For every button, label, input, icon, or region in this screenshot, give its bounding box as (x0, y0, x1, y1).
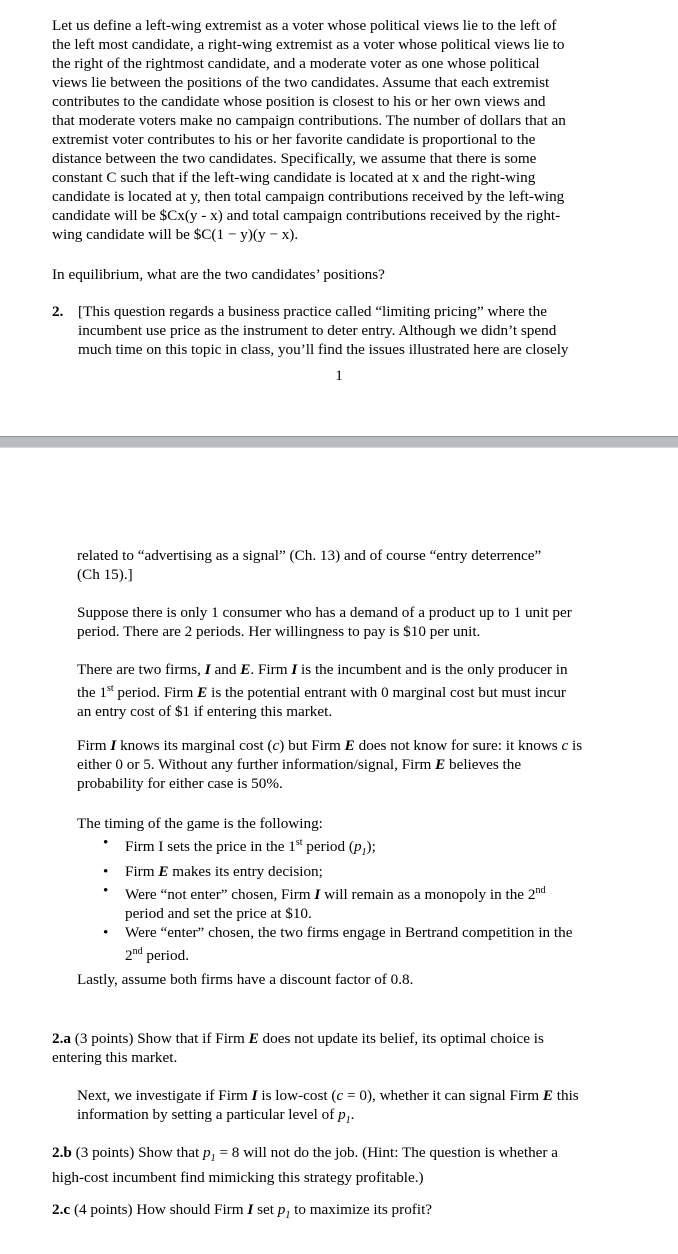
knows-line: either 0 or 5. Without any further information/signal, Firm E believes the (77, 756, 522, 773)
question-2-number: 2. (52, 303, 64, 320)
discount-factor: Lastly, assume both firms have a discount factor of 0.8. (77, 971, 414, 988)
knows-paragraph (77, 736, 622, 793)
q2-line: [This question regards a business practice called “limiting pricing” where the (78, 303, 547, 320)
next-line: Next, we investigate if Firm I is low-cost (c = 0), whether it can signal Firm E this (77, 1087, 579, 1104)
firms-line: the 1st period. Firm E is the potential entrant with 0 marginal cost but must incur (77, 683, 566, 702)
page-2 (0, 446, 678, 1254)
question-2a (52, 1029, 622, 1067)
page-number: 1 (335, 367, 343, 384)
consumer-paragraph (77, 603, 622, 641)
question-2-text (78, 302, 622, 359)
timing-item: • Were “not enter” chosen, Firm I will remain as a monopoly in the 2nd period and set the price at $10. (103, 882, 546, 923)
q2b-line: 2.b (3 points) Show that $p_1 = 8$ will not do the job. (Hint: The question is whether a (52, 1144, 559, 1165)
next-line: information by setting a particular level of $p_1$. (77, 1106, 355, 1127)
intro-line: distance between the two candidates. Specifically, we assume that there is some (52, 150, 537, 167)
intro-line: that moderate voters make no campaign contributions. The number of dollars that an (52, 112, 566, 129)
firms-line: There are two firms, I and E. Firm I is the incumbent and is the only producer in (77, 661, 568, 678)
intro-line: Let us define a left-wing extremist as a voter whose political views lie to the left of (52, 17, 557, 34)
knows-line: probability for either case is 50%. (77, 775, 283, 792)
firms-line: an entry cost of $1 if entering this market. (77, 703, 333, 721)
timing-intro: The timing of the game is the following: (77, 815, 323, 832)
intro-line: extremist voter contributes to his or her favorite candidate is proportional to the (52, 131, 536, 148)
consumer-line: period. There are 2 periods. Her willingness to pay is $10 per unit. (77, 623, 481, 640)
timing-item: • Were “enter” chosen, the two firms engage in Bertrand competition in the 2nd period. (103, 924, 573, 965)
intro-line: candidate is located at y, then total campaign contributions received by the left-wing (52, 188, 565, 205)
knows-line: Firm I knows its marginal cost (c) but Firm E does not know for sure: it knows c is (77, 737, 583, 754)
q2-line: incumbent use price as the instrument to deter entry. Although we didn’t spend (78, 322, 557, 339)
consumer-line: Suppose there is only 1 consumer who has a demand of a product up to 1 unit per (77, 604, 572, 621)
firms-paragraph (77, 660, 622, 721)
continuation-line: (Ch 15).] (77, 566, 133, 583)
timing-item: • Firm E makes its entry decision; (103, 863, 323, 881)
intro-line: the left most candidate, a right-wing extremist as a voter whose political views lie to (52, 36, 565, 53)
intro-paragraph (52, 16, 622, 244)
q2b-line: high-cost incumbent find mimicking this strategy profitable.) (52, 1169, 424, 1187)
q2a-line: 2.a (3 points) Show that if Firm E does not update its belief, its optimal choice is (52, 1030, 544, 1047)
q2a-line: entering this market. (52, 1049, 178, 1066)
page-1 (0, 0, 678, 436)
question-2b (52, 1143, 622, 1187)
intro-line: constant C such that if the left-wing candidate is located at x and the right-wing (52, 169, 536, 186)
timing-list (77, 833, 622, 965)
intro-line: candidate will be $Cx(y - x) and total campaign contributions received by the right- (52, 207, 561, 224)
continuation-line: related to “advertising as a signal” (Ch. 13) and of course “entry deterrence” (77, 547, 542, 564)
q2-continuation (77, 546, 622, 584)
q2-line: much time on this topic in class, you’ll find the issues illustrated here are closely (78, 341, 569, 358)
intro-line: contributes to the candidate whose position is closest to his or her own views and (52, 93, 546, 110)
next-paragraph (77, 1086, 622, 1130)
question-2c: 2.c (4 points) How should Firm I set $p_1$ to maximize its profit? (52, 1201, 433, 1222)
intro-line: views lie between the positions of the two candidates. Assume that each extremist (52, 74, 550, 91)
intro-line: wing candidate will be $C(1 − y)(y − x). (52, 226, 299, 243)
intro-line: the right of the rightmost candidate, and a moderate voter as one whose political (52, 55, 540, 72)
question-2 (52, 302, 622, 359)
timing-section (77, 814, 622, 965)
equilibrium-question: In equilibrium, what are the two candidates’ positions? (52, 266, 385, 283)
timing-item: • Firm I sets the price in the 1st period $(p_1)$; (103, 834, 376, 859)
